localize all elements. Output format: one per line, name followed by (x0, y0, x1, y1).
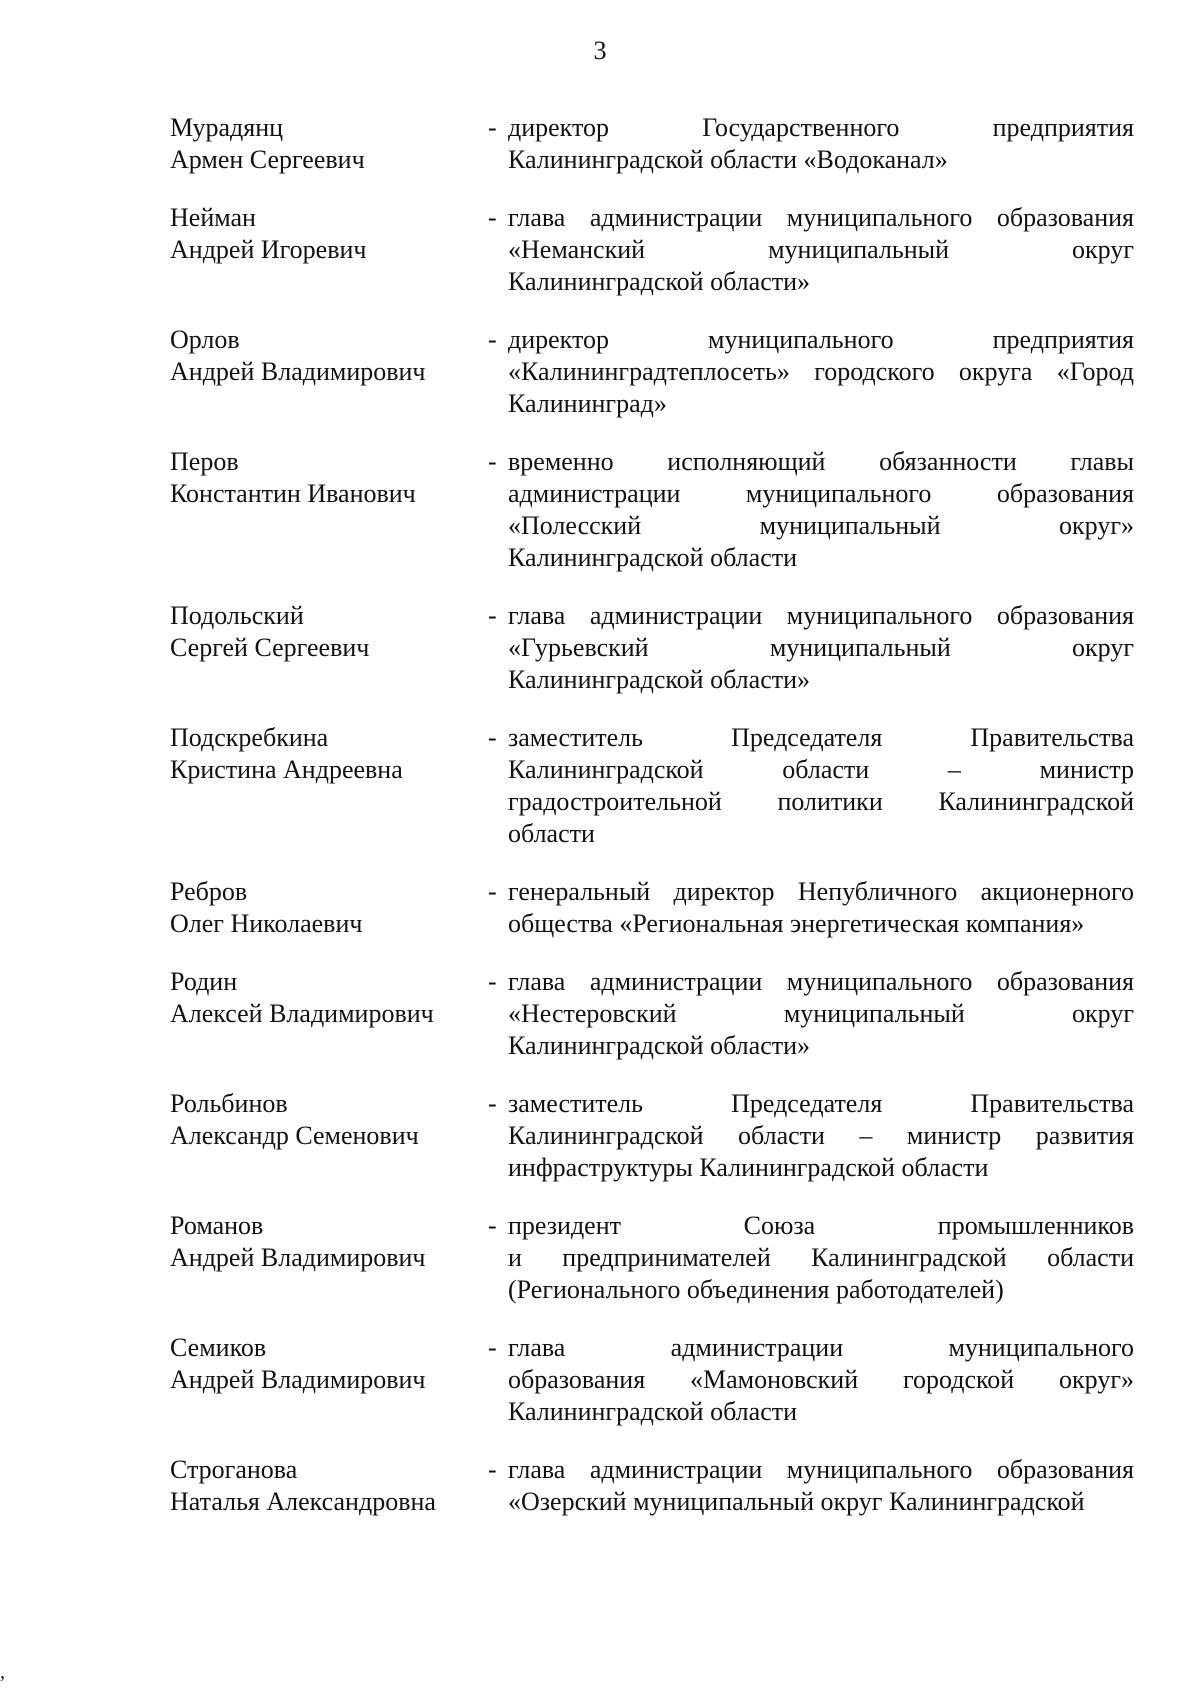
position-line: глава администрации муниципального образования (508, 601, 1134, 630)
surname: Рольбинов (170, 1089, 288, 1118)
given-names: Андрей Владимирович (170, 1243, 426, 1272)
position-line: администрации муниципального образования (508, 479, 1134, 508)
surname: Нейман (170, 203, 256, 232)
person-name (170, 1210, 488, 1274)
position-line: градостроительной политики Калининградской (508, 787, 1134, 816)
dash: - (488, 723, 497, 752)
position-description (508, 722, 1134, 850)
list-entry (170, 1210, 1150, 1306)
position-line: глава администрации муниципального (508, 1333, 1134, 1362)
position-line: глава администрации муниципального образования (508, 203, 1134, 232)
given-names: Сергей Сергеевич (170, 633, 370, 662)
given-names: Александр Семенович (170, 1121, 419, 1150)
given-names: Андрей Владимирович (170, 357, 426, 386)
surname: Подскребкина (170, 723, 329, 752)
surname: Ребров (170, 877, 248, 906)
position-line: Калининградской области «Водоканал» (508, 145, 948, 174)
margin-mark: , (0, 1661, 5, 1683)
surname: Мурадянц (170, 113, 284, 142)
given-names: Олег Николаевич (170, 909, 363, 938)
position-description (508, 1210, 1134, 1306)
position-description (508, 112, 1134, 176)
position-description (508, 1088, 1134, 1184)
given-names: Андрей Игоревич (170, 235, 367, 264)
position-line: Калининградской области (508, 543, 798, 572)
position-description (508, 1454, 1134, 1518)
position-line: и предпринимателей Калининградской области (508, 1243, 1134, 1272)
dash: - (488, 1211, 497, 1240)
position-line: заместитель Председателя Правительства (508, 723, 1134, 752)
person-name (170, 324, 488, 388)
position-line: временно исполняющий обязанности главы (508, 447, 1134, 476)
list-entry (170, 1088, 1150, 1184)
surname: Строганова (170, 1455, 298, 1484)
list-entry (170, 1454, 1150, 1518)
list-entry (170, 202, 1150, 298)
position-line: Калининградской области» (508, 267, 811, 296)
position-line: директор Государственного предприятия (508, 113, 1134, 142)
position-line: «Полесский муниципальный округ» (508, 511, 1134, 540)
surname: Перов (170, 447, 239, 476)
position-line: Калининград» (508, 389, 667, 418)
list-entry (170, 966, 1150, 1062)
dash: - (488, 1455, 497, 1484)
dash: - (488, 1089, 497, 1118)
dash: - (488, 967, 497, 996)
person-name (170, 876, 488, 940)
dash: - (488, 325, 497, 354)
person-name (170, 446, 488, 510)
position-line: Калининградской области – министр развития (508, 1121, 1134, 1150)
person-name (170, 1332, 488, 1396)
position-line: области (508, 819, 595, 848)
person-name (170, 600, 488, 664)
position-line: Калининградской области (508, 1397, 798, 1426)
position-description (508, 446, 1134, 574)
dash: - (488, 447, 497, 476)
position-line: «Нестеровский муниципальный округ (508, 999, 1134, 1028)
list-entry (170, 876, 1150, 940)
dash: - (488, 601, 497, 630)
list-entry (170, 1332, 1150, 1428)
person-name (170, 112, 488, 176)
surname: Подольский (170, 601, 304, 630)
position-line: генеральный директор Непубличного акционерного (508, 877, 1134, 906)
position-line: «Калининградтеплосеть» городского округа «Город (508, 357, 1134, 386)
position-line: директор муниципального предприятия (508, 325, 1134, 354)
position-description (508, 876, 1134, 940)
position-line: инфраструктуры Калининградской области (508, 1153, 989, 1182)
given-names: Кристина Андреевна (170, 755, 403, 784)
position-line: Калининградской области – министр (508, 755, 1134, 784)
person-name (170, 1454, 488, 1518)
member-list (170, 112, 1150, 1518)
dash: - (488, 113, 497, 142)
person-name (170, 966, 488, 1030)
dash: - (488, 1333, 497, 1362)
position-line: «Озерский муниципальный округ Калининградской (508, 1487, 1085, 1516)
given-names: Алексей Владимирович (170, 999, 434, 1028)
surname: Романов (170, 1211, 264, 1240)
position-description (508, 966, 1134, 1062)
position-line: «Неманский муниципальный округ (508, 235, 1134, 264)
position-line: образования «Мамоновский городской округ» (508, 1365, 1134, 1394)
person-name (170, 1088, 488, 1152)
list-entry (170, 112, 1150, 176)
surname: Семиков (170, 1333, 267, 1362)
given-names: Армен Сергеевич (170, 145, 365, 174)
position-line: глава администрации муниципального образования (508, 967, 1134, 996)
position-line: (Регионального объединения работодателей) (508, 1275, 1004, 1304)
list-entry (170, 324, 1150, 420)
position-line: общества «Региональная энергетическая компания» (508, 909, 1085, 938)
list-entry (170, 600, 1150, 696)
given-names: Наталья Александровна (170, 1487, 436, 1516)
given-names: Андрей Владимирович (170, 1365, 426, 1394)
person-name (170, 202, 488, 266)
dash: - (488, 877, 497, 906)
surname: Орлов (170, 325, 240, 354)
position-description (508, 600, 1134, 696)
dash: - (488, 203, 497, 232)
position-line: «Гурьевский муниципальный округ (508, 633, 1134, 662)
position-description (508, 1332, 1134, 1428)
list-entry (170, 722, 1150, 850)
given-names: Константин Иванович (170, 479, 416, 508)
position-line: Калининградской области» (508, 665, 811, 694)
list-entry (170, 446, 1150, 574)
position-line: президент Союза промышленников (508, 1211, 1134, 1240)
position-line: заместитель Председателя Правительства (508, 1089, 1134, 1118)
surname: Родин (170, 967, 238, 996)
position-line: глава администрации муниципального образования (508, 1455, 1134, 1484)
person-name (170, 722, 488, 786)
position-line: Калининградской области» (508, 1031, 811, 1060)
position-description (508, 324, 1134, 420)
position-description (508, 202, 1134, 298)
page-number: 3 (593, 36, 607, 65)
